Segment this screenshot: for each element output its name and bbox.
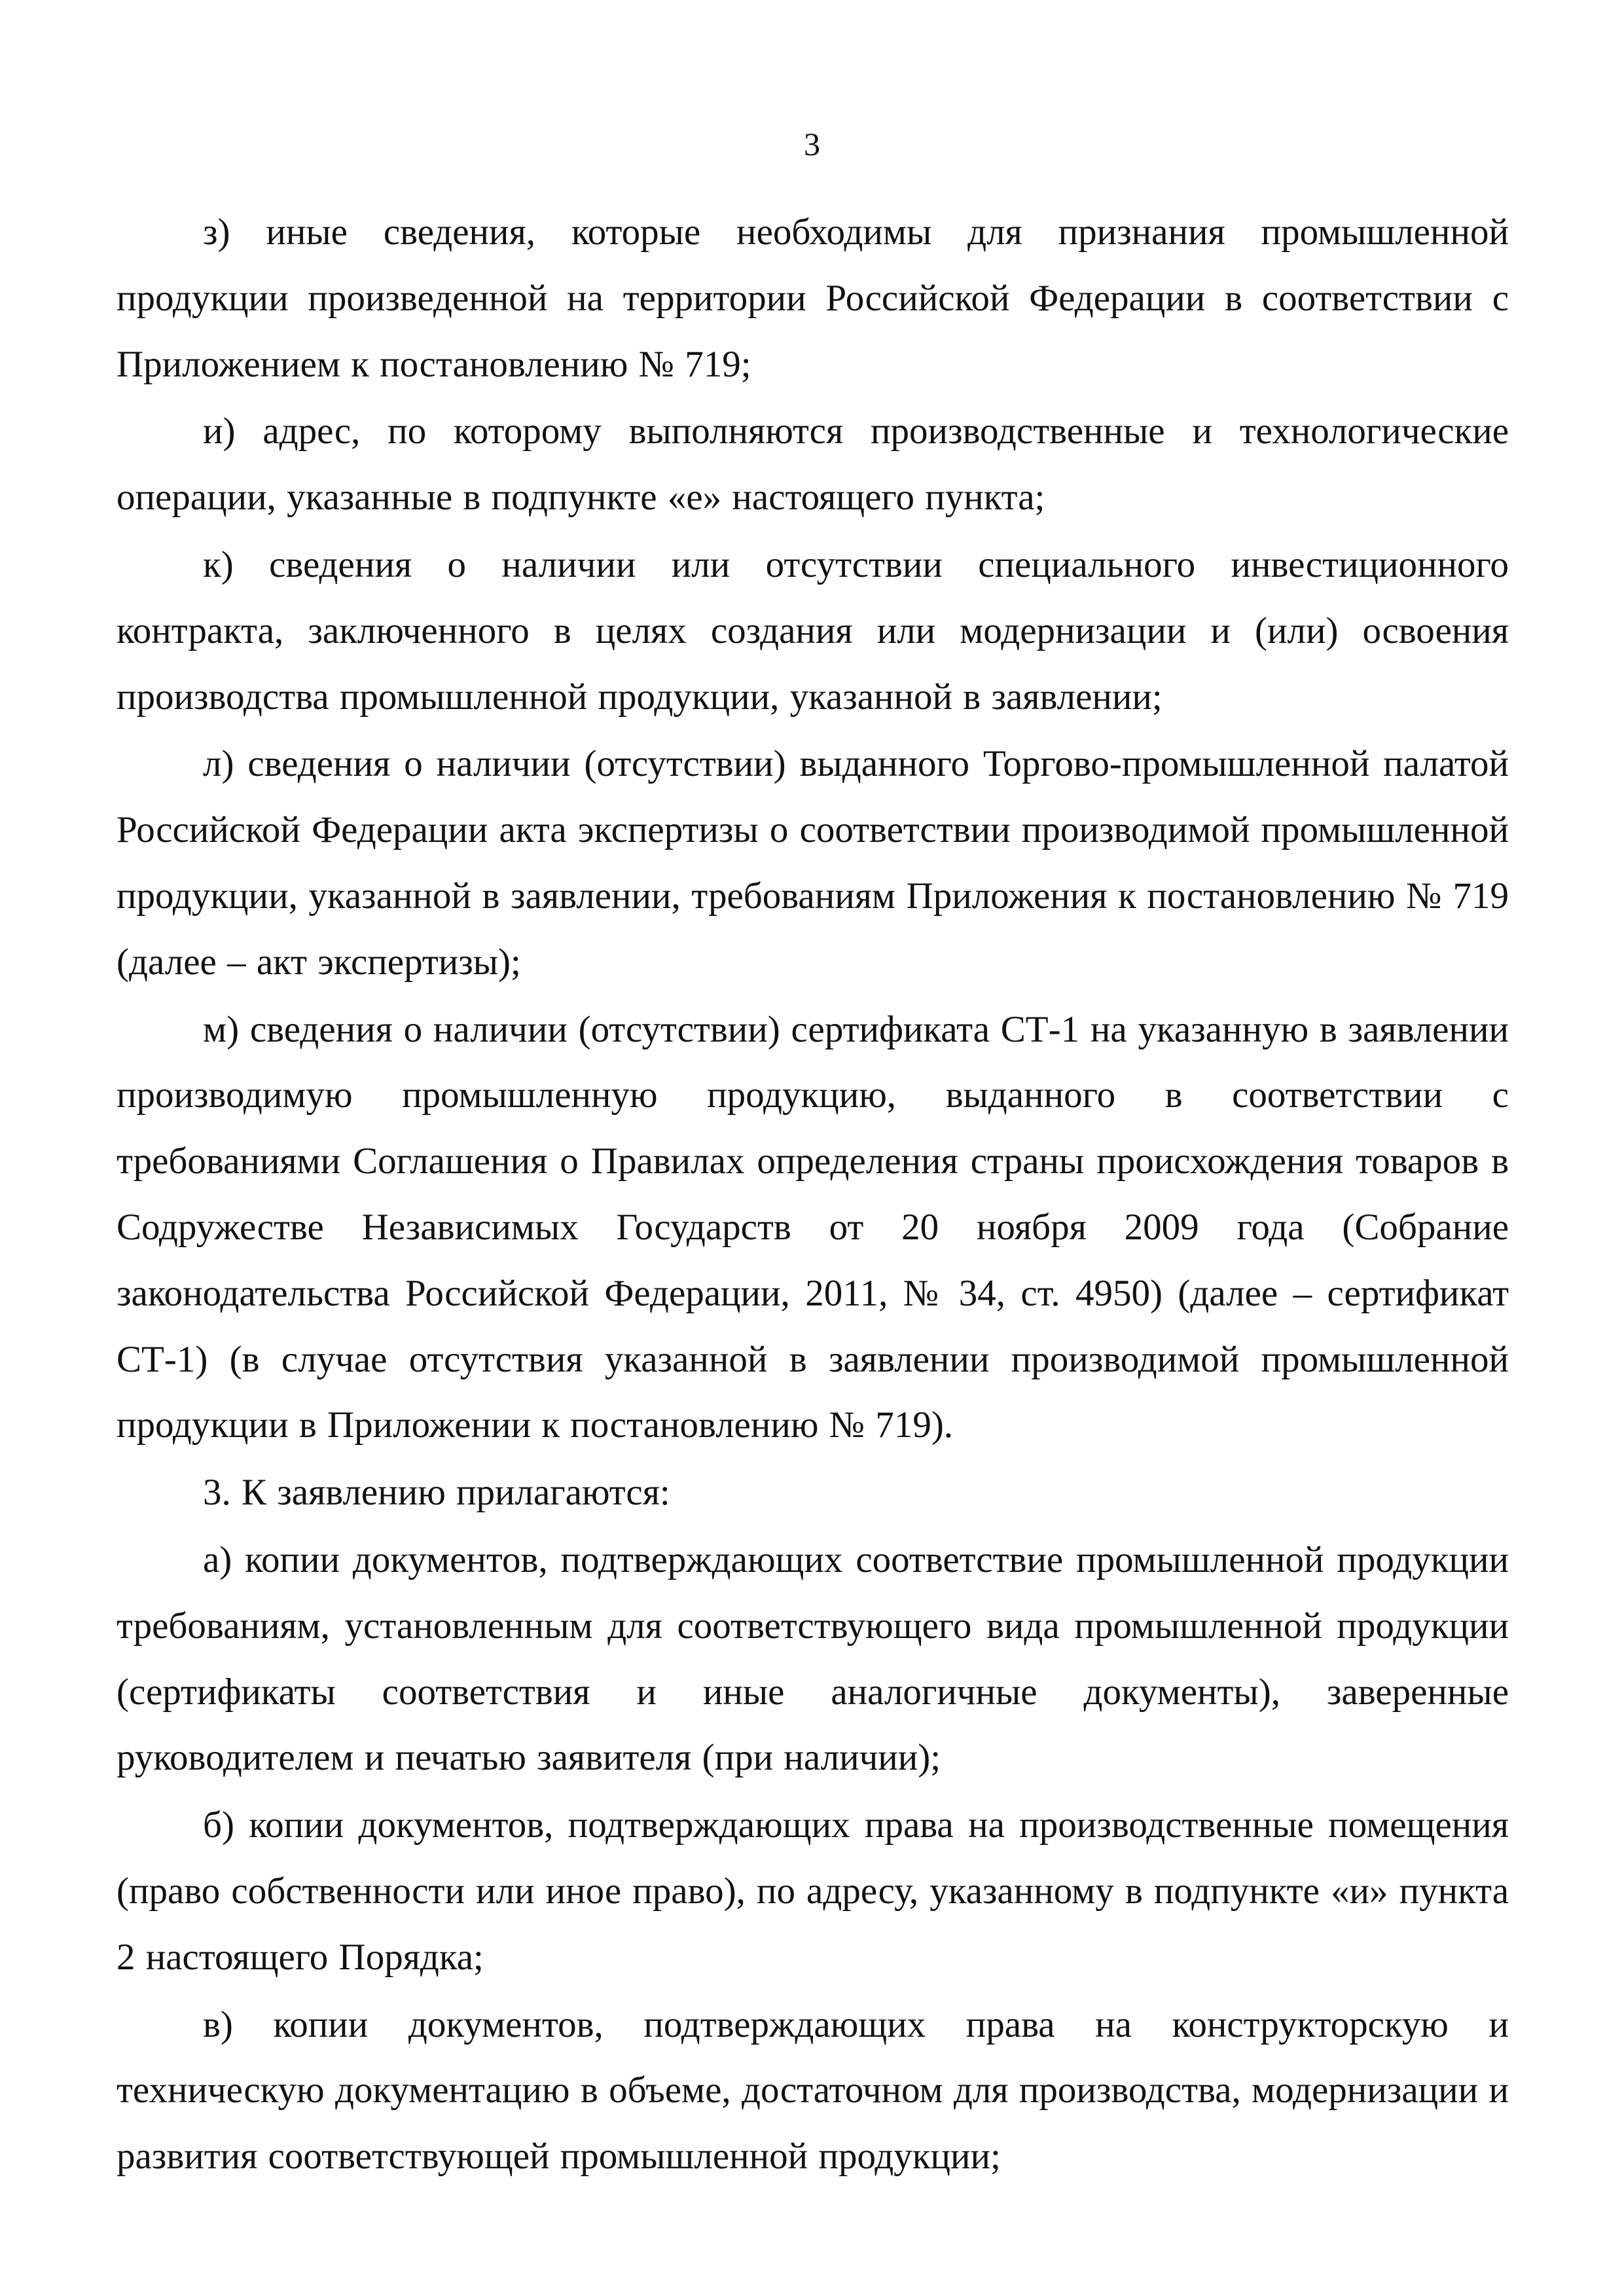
paragraph-b-premises-rights: б) копии документов, подтверждающих права на производственные помещения (право собственности или иное право), по адресу, указанному в подпункте «и» пункта 2 настоящего Порядка; [117, 1804, 1509, 1978]
document-body [117, 200, 1509, 2191]
paragraph-k-investment-contract: к) сведения о наличии или отсутствии специального инвестиционного контракта, заключенного в целях создания или модернизации и (или) освоения производства промышленной продукции, указанной в заявлении; [117, 543, 1509, 718]
paragraph-v-documentation-rights: в) копии документов, подтверждающих права на конструкторскую и техническую документацию в объеме, достаточном для производства, модернизации и развития соответствующей промышленной продукции; [117, 2003, 1509, 2178]
paragraph-z-other-info: з) иные сведения, которые необходимы для признания промышленной продукции произведенной на территории Российской Федерации в соответствии с Приложением к постановлению № 719; [117, 211, 1509, 385]
paragraph-3-attachments-heading: 3. К заявлению прилагаются: [203, 1472, 670, 1514]
paragraph-m-st1-certificate: м) сведения о наличии (отсутствии) сертификата СТ-1 на указанную в заявлении производимую промышленную продукцию, выданного в соответствии с требованиями Соглашения о Правилах определения страны происхождения товаров в Содружестве Независимых Государств от 20 ноября 2009 года (Собрание законодательства Российской Федерации, 2011, № 34, ст. 4950) (далее – сертификат СТ-1) (в случае отсутствия указанной в заявлении производимой промышленной продукции в Приложении к постановлению № 719). [117, 1008, 1509, 1446]
paragraph-a-conformity-documents: а) копии документов, подтверждающих соответствие промышленной продукции требованиям, установленным для соответствующего вида промышленной продукции (сертификаты соответствия и иные аналогичные документы), заверенные руководителем и печатью заявителя (при наличии); [117, 1539, 1509, 1779]
page-number: 3 [804, 126, 820, 162]
paragraph-l-expertise-act: л) сведения о наличии (отсутствии) выданного Торгово-промышленной палатой Российской Федерации акта экспертизы о соответствии производимой промышленной продукции, указанной в заявлении, требованиям Приложения к постановлению № 719 (далее – акт экспертизы); [117, 743, 1509, 983]
paragraph-i-address: и) адрес, по которому выполняются производственные и технологические операции, указанные в подпункте «е» настоящего пункта; [117, 410, 1509, 519]
